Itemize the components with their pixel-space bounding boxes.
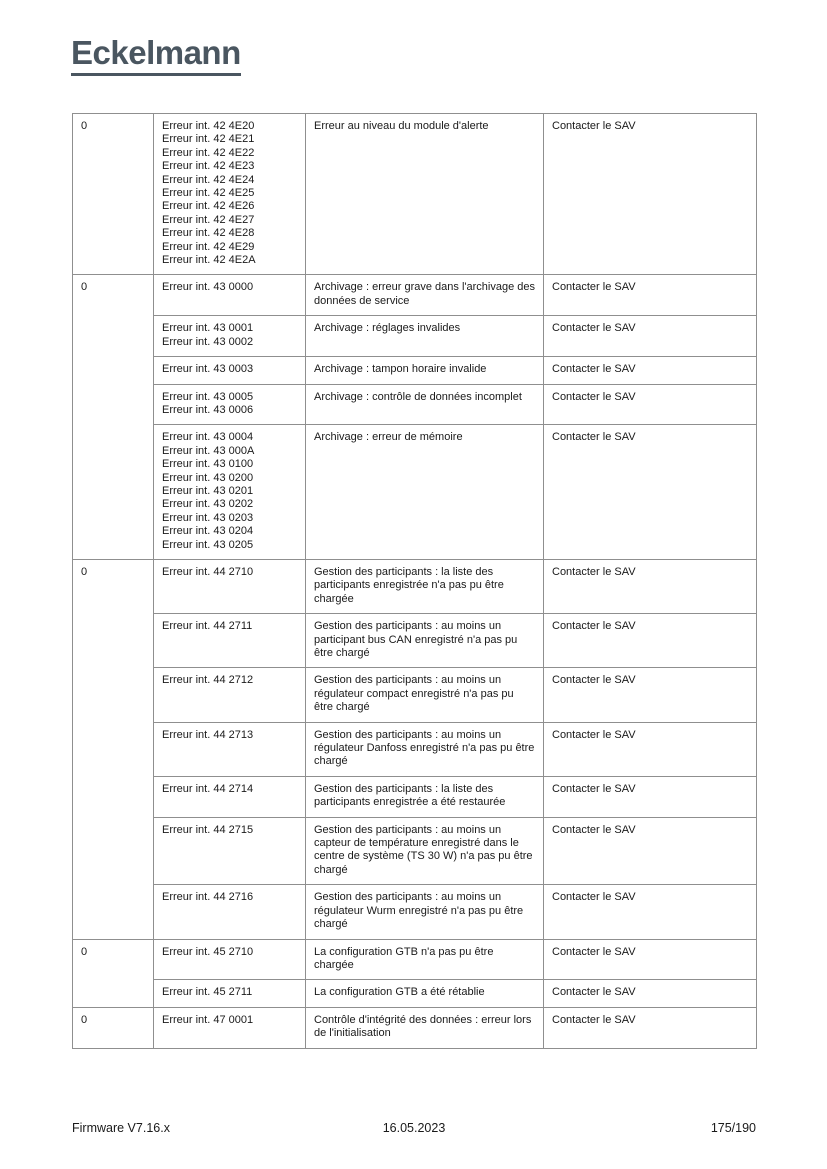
- error-table-body: [73, 114, 757, 1049]
- error-code-cell: [154, 614, 306, 668]
- description-cell: La configuration GTB a été rétablie: [306, 980, 544, 1007]
- description-cell: Archivage : tampon horaire invalide: [306, 357, 544, 384]
- error-code-line: Erreur int. 44 2712: [162, 674, 254, 687]
- error-code-line: Erreur int. 43 0205: [162, 538, 254, 551]
- error-code-line: Erreur int. 43 0006: [162, 403, 254, 416]
- error-code-line: Erreur int. 44 2716: [162, 891, 254, 904]
- error-code-line: Erreur int. 44 2715: [162, 823, 254, 836]
- error-code-cell: [154, 776, 306, 817]
- error-code-line: Erreur int. 44 2711: [162, 620, 253, 633]
- error-code-line: Erreur int. 44 2714: [162, 782, 254, 795]
- error-code-cell: [154, 384, 306, 425]
- action-cell: Contacter le SAV: [544, 384, 757, 425]
- error-code-line: Erreur int. 42 4E28: [162, 227, 255, 240]
- table-row: [73, 275, 757, 316]
- error-code-cell: [154, 939, 306, 980]
- error-code-line: Erreur int. 43 0100: [162, 458, 254, 471]
- description-cell: Contrôle d'intégrité des données : erreur lors de l'initialisation: [306, 1007, 544, 1048]
- error-code-cell: [154, 425, 306, 560]
- table-row: [73, 776, 757, 817]
- description-cell: Erreur au niveau du module d'alerte: [306, 114, 544, 275]
- description-cell: Gestion des participants : la liste des participants enregistrée a été restaurée: [306, 776, 544, 817]
- error-code-cell: [154, 668, 306, 722]
- description-cell: Archivage : réglages invalides: [306, 316, 544, 357]
- description-cell: Gestion des participants : la liste des participants enregistrée n'a pas pu être chargée: [306, 559, 544, 613]
- table-row: [73, 885, 757, 939]
- error-code-line: Erreur int. 42 4E25: [162, 187, 255, 200]
- description-cell: Gestion des participants : au moins un participant bus CAN enregistré n'a pas pu être chargé: [306, 614, 544, 668]
- action-cell: Contacter le SAV: [544, 980, 757, 1007]
- description-cell: Archivage : erreur grave dans l'archivage des données de service: [306, 275, 544, 316]
- error-code-line: Erreur int. 43 0200: [162, 471, 254, 484]
- footer-page-number: 175/190: [710, 1121, 756, 1135]
- footer-firmware-version: Firmware V7.16.x: [72, 1121, 170, 1135]
- table-row: [73, 559, 757, 613]
- table-row: [73, 980, 757, 1007]
- error-code-line: Erreur int. 45 2711: [162, 986, 253, 999]
- action-cell: Contacter le SAV: [544, 357, 757, 384]
- action-cell: Contacter le SAV: [544, 722, 757, 776]
- table-row: [73, 357, 757, 384]
- code-cell: 0: [73, 559, 154, 939]
- eckelmann-logo: Eckelmann: [71, 36, 241, 76]
- error-code-line: Erreur int. 42 4E2A: [162, 254, 256, 267]
- error-code-line: Erreur int. 42 4E26: [162, 200, 255, 213]
- error-code-cell: [154, 980, 306, 1007]
- error-code-line: Erreur int. 42 4E24: [162, 173, 255, 186]
- error-code-line: Erreur int. 44 2713: [162, 728, 254, 741]
- error-code-line: Erreur int. 42 4E23: [162, 160, 255, 173]
- action-cell: Contacter le SAV: [544, 425, 757, 560]
- error-code-line: Erreur int. 43 0204: [162, 525, 254, 538]
- error-code-line: Erreur int. 42 4E27: [162, 213, 255, 226]
- table-row: [73, 722, 757, 776]
- error-code-cell: [154, 114, 306, 275]
- error-code-line: Erreur int. 43 0203: [162, 511, 254, 524]
- action-cell: Contacter le SAV: [544, 817, 757, 885]
- action-cell: Contacter le SAV: [544, 776, 757, 817]
- error-code-line: Erreur int. 42 4E20: [162, 120, 255, 132]
- error-code-cell: [154, 1007, 306, 1048]
- action-cell: Contacter le SAV: [544, 885, 757, 939]
- code-cell: 0: [73, 114, 154, 275]
- table-row: [73, 425, 757, 560]
- code-cell: 0: [73, 939, 154, 1007]
- error-code-cell: [154, 357, 306, 384]
- error-code-line: Erreur int. 43 0002: [162, 335, 254, 348]
- action-cell: Contacter le SAV: [544, 1007, 757, 1048]
- code-cell: 0: [73, 275, 154, 560]
- description-cell: Gestion des participants : au moins un régulateur Danfoss enregistré n'a pas pu être chargé: [306, 722, 544, 776]
- table-row: [73, 316, 757, 357]
- error-table: [72, 113, 757, 1049]
- table-row: [73, 1007, 757, 1048]
- error-code-line: Erreur int. 43 0201: [162, 484, 254, 497]
- table-row: [73, 817, 757, 885]
- error-code-line: Erreur int. 42 4E22: [162, 146, 255, 159]
- action-cell: Contacter le SAV: [544, 114, 757, 275]
- table-row: [73, 384, 757, 425]
- page-footer: [72, 1121, 756, 1135]
- error-code-cell: [154, 817, 306, 885]
- action-cell: Contacter le SAV: [544, 316, 757, 357]
- error-code-line: Erreur int. 42 4E29: [162, 240, 255, 253]
- description-cell: Gestion des participants : au moins un régulateur compact enregistré n'a pas pu être chargé: [306, 668, 544, 722]
- error-code-line: Erreur int. 43 0001: [162, 322, 254, 335]
- error-code-line: Erreur int. 43 0003: [162, 363, 254, 376]
- error-code-line: Erreur int. 43 000A: [162, 444, 255, 457]
- error-code-line: Erreur int. 44 2710: [162, 565, 254, 578]
- code-cell: 0: [73, 1007, 154, 1048]
- footer-date: 16.05.2023: [382, 1121, 446, 1135]
- table-row: [73, 939, 757, 980]
- error-code-line: Erreur int. 43 0000: [162, 281, 254, 294]
- action-cell: Contacter le SAV: [544, 939, 757, 980]
- error-code-line: Erreur int. 42 4E21: [162, 133, 255, 146]
- error-code-line: Erreur int. 47 0001: [162, 1013, 254, 1026]
- action-cell: Contacter le SAV: [544, 614, 757, 668]
- error-code-cell: [154, 316, 306, 357]
- description-cell: Archivage : contrôle de données incomplet: [306, 384, 544, 425]
- error-code-cell: [154, 275, 306, 316]
- description-cell: Gestion des participants : au moins un capteur de température enregistré dans le centre de système (TS 30 W) n'a pas pu être chargé: [306, 817, 544, 885]
- table-row: [73, 668, 757, 722]
- error-code-cell: [154, 559, 306, 613]
- error-code-line: Erreur int. 43 0202: [162, 498, 254, 511]
- error-code-line: Erreur int. 43 0004: [162, 431, 254, 444]
- action-cell: Contacter le SAV: [544, 559, 757, 613]
- error-code-cell: [154, 885, 306, 939]
- description-cell: Archivage : erreur de mémoire: [306, 425, 544, 560]
- error-code-cell: [154, 722, 306, 776]
- table-row: [73, 614, 757, 668]
- description-cell: Gestion des participants : au moins un régulateur Wurm enregistré n'a pas pu être chargé: [306, 885, 544, 939]
- error-code-line: Erreur int. 43 0005: [162, 390, 254, 403]
- action-cell: Contacter le SAV: [544, 668, 757, 722]
- description-cell: La configuration GTB n'a pas pu être chargée: [306, 939, 544, 980]
- table-row: [73, 114, 757, 275]
- error-code-line: Erreur int. 45 2710: [162, 945, 254, 958]
- action-cell: Contacter le SAV: [544, 275, 757, 316]
